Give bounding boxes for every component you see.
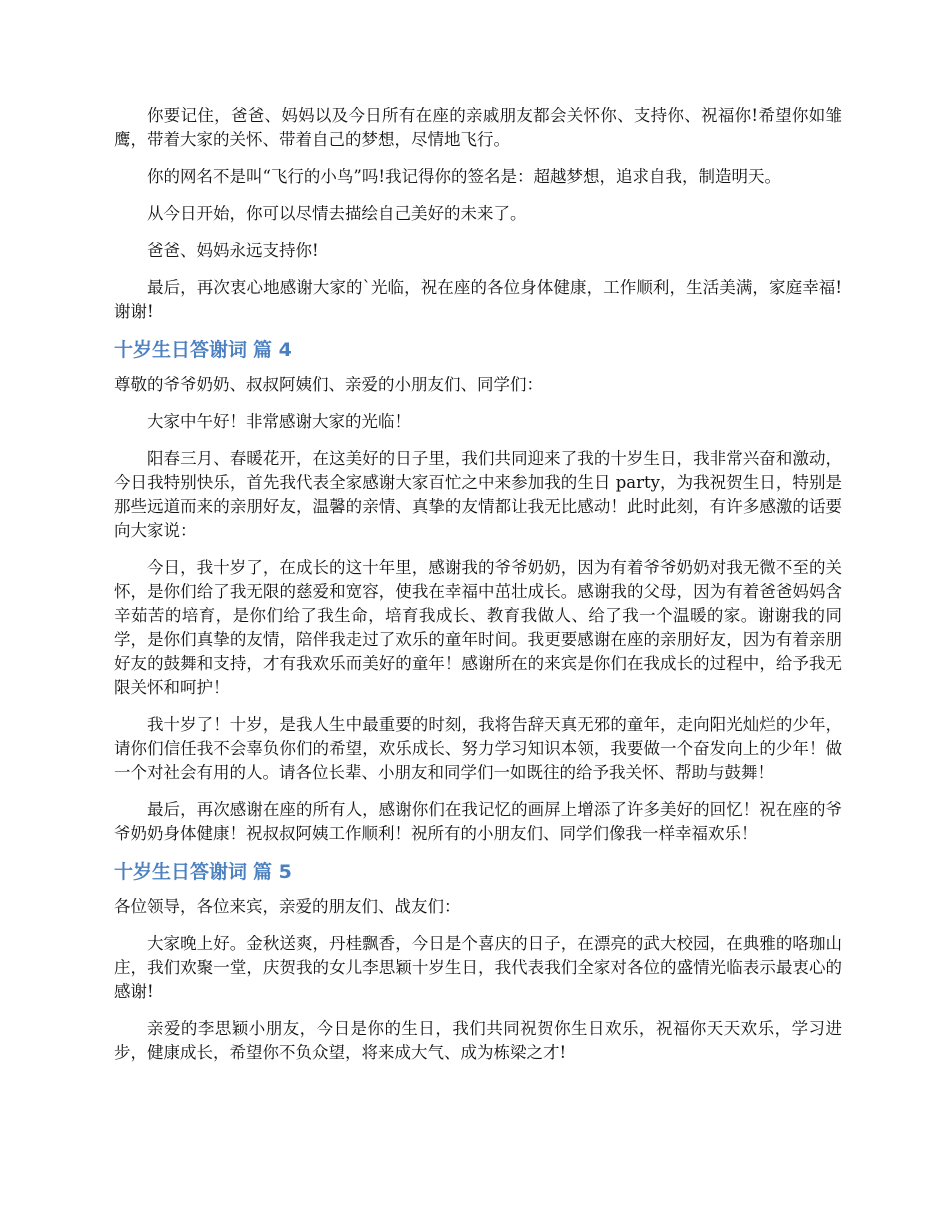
paragraph: 最后，再次感谢在座的所有人，感谢你们在我记忆的画屏上增添了许多美好的回忆！祝在座的爷爷奶奶身体健康！祝叔叔阿姨工作顺利！祝所有的小朋友们、同学们像我一样幸福欢乐！ bbox=[114, 800, 842, 843]
paragraph: 大家晚上好。金秋送爽，丹桂飘香，今日是个喜庆的日子，在漂亮的武大校园，在典雅的咯珈山庄，我们欢聚一堂，庆贺我的女儿李思颖十岁生日，我代表我们全家对各位的盛情光临表示最衷心的感谢! bbox=[114, 934, 842, 1001]
section-4-greeting: 尊敬的爷爷奶奶、叔叔阿姨们、亲爱的小朋友们、同学们： bbox=[114, 375, 543, 394]
paragraph: 阳春三月、春暖花开，在这美好的日子里，我们共同迎来了我的十岁生日，我非常兴奋和激动，今日我特别快乐，首先我代表全家感谢大家百忙之中来参加我的生日 party，为我祝贺生日，特别是那些远道而来的亲朋好友，温馨的亲情、真挚的友情都让我无比感动！此时此刻，有许多感激的话要向大家说： bbox=[114, 449, 842, 540]
section-5-greeting: 各位领导，各位来宾，亲爱的朋友们、战友们： bbox=[114, 897, 461, 916]
paragraph: 从今日开始，你可以尽情去描绘自己美好的未来了。 bbox=[147, 204, 527, 223]
paragraph: 大家中午好！非常感谢大家的光临！ bbox=[147, 412, 411, 431]
section-5-heading bbox=[114, 859, 842, 885]
paragraph: 最后，再次衷心地感谢大家的`光临，祝在座的各位身体健康，工作顺利，生活美满，家庭幸福!谢谢! bbox=[114, 278, 842, 321]
section-4-title: 十岁生日答谢词 bbox=[114, 339, 248, 361]
paragraph: 你的网名不是叫“飞行的小鸟”吗!我记得你的签名是：超越梦想，追求自我，制造明天。 bbox=[147, 167, 782, 186]
section-5-title: 十岁生日答谢词 bbox=[114, 861, 248, 883]
paragraph: 爸爸、妈妈永远支持你! bbox=[147, 241, 319, 260]
paragraph: 我十岁了！十岁，是我人生中最重要的时刻，我将告辞天真无邪的童年，走向阳光灿烂的少年，请你们信任我不会辜负你们的希望，欢乐成长、努力学习知识本领，我要做一个奋发向上的少年！做一个对社会有用的人。请各位长辈、小朋友和同学们一如既往的给予我关怀、帮助与鼓舞！ bbox=[114, 715, 842, 782]
section-5-tag: 篇 5 bbox=[253, 861, 292, 883]
section-4-tag: 篇 4 bbox=[253, 339, 292, 361]
paragraph: 亲爱的李思颖小朋友，今日是你的生日，我们共同祝贺你生日欢乐，祝福你天天欢乐，学习进步，健康成长，希望你不负众望，将来成大气、成为栋梁之才! bbox=[114, 1019, 842, 1062]
paragraph: 你要记住，爸爸、妈妈以及今日所有在座的亲戚朋友都会关怀你、支持你、祝福你!希望你如雏鹰，带着大家的关怀、带着自己的梦想，尽情地飞行。 bbox=[114, 106, 842, 149]
section-4-heading bbox=[114, 337, 842, 363]
document-page bbox=[114, 104, 842, 1078]
paragraph: 今日，我十岁了，在成长的这十年里，感谢我的爷爷奶奶，因为有着爷爷奶奶对我无微不至的关怀，是你们给了我无限的慈爱和宽容，使我在幸福中茁壮成长。感谢我的父母，因为有着爸爸妈妈含辛茹苦的培育，是你们给了我生命，培育我成长、教育我做人、给了我一个温暖的家。谢谢我的同学，是你们真挚的友情，陪伴我走过了欢乐的童年时间。我更要感谢在座的亲朋好友，因为有着亲朋好友的鼓舞和支持，才有我欢乐而美好的童年！感谢所在的来宾是你们在我成长的过程中，给予我无限关怀和呵护！ bbox=[114, 558, 842, 697]
